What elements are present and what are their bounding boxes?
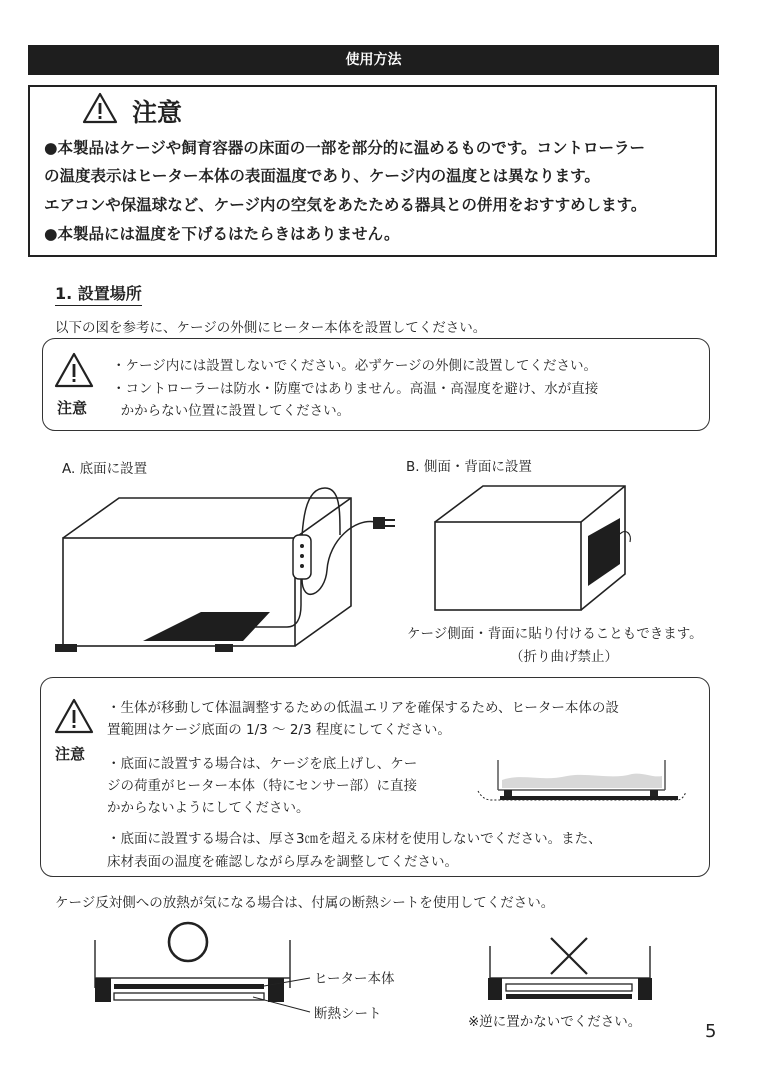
heater-pad	[506, 994, 632, 999]
note2-line-3: ・底面に設置する場合は、ケージを底上げし、ケー	[107, 756, 418, 772]
section-title: 1. 設置場所	[55, 281, 142, 306]
note2-line-5: かからないようにしてください。	[107, 800, 310, 816]
correct-mark-icon	[169, 923, 207, 961]
caution-line-4: ●本製品には温度を下げるはたらきはありません。	[44, 225, 400, 243]
diagram-b-caption-1: ケージ側面・背面に貼り付けることもできます。	[407, 626, 703, 642]
caution-line-1: ●本製品はケージや飼育容器の床面の一部を部分的に温めるものです。コントローラー	[44, 139, 645, 157]
warning-icon	[54, 698, 94, 734]
diagram-b-caption-2: （折り曲げ禁止）	[510, 649, 618, 665]
diagram-a-label: A. 底面に設置	[62, 461, 148, 477]
diagram-b-label: B. 側面・背面に設置	[406, 459, 532, 475]
heater-pad	[114, 984, 264, 989]
page-number: 5	[705, 1021, 717, 1042]
label-heater: ヒーター本体	[314, 971, 395, 987]
note2-line-1: ・生体が移動して体温調整するための低温エリアを確保するため、ヒーター本体の設	[107, 700, 619, 716]
note-label-1: 注意	[57, 399, 88, 417]
section-header: 使用方法	[28, 45, 719, 75]
note1-line-2: ・コントローラーは防水・防塵ではありません。高温・高湿度を避け、水が直接	[112, 381, 599, 397]
diagram-a-bottom-placement	[55, 480, 415, 660]
label-sheet: 断熱シート	[314, 1006, 382, 1022]
insulation-sheet	[506, 984, 632, 991]
caution-line-3: エアコンや保温球など、ケージ内の空気をあたためる器具との併用をおすすめします。	[44, 196, 647, 214]
note2-line-7: 床材表面の温度を確認しながら厚みを調整してください。	[107, 854, 458, 870]
insulation-sheet	[114, 993, 264, 1000]
diagram-b-side-placement	[430, 478, 640, 618]
note2-line-4: ジの荷重がヒーター本体（特にセンサー部）に直接	[107, 778, 417, 794]
wrong-placement-diagram	[484, 932, 659, 1004]
caution-line-2: の温度表示はヒーター本体の表面温度であり、ケージ内の温度とは異なります。	[44, 167, 600, 185]
note2-line-2: 置範囲はケージ底面の 1/3 ～ 2/3 程度にしてください。	[107, 722, 451, 738]
raised-cage-diagram	[472, 758, 687, 806]
intro-text: 以下の図を参考に、ケージの外側にヒーター本体を設置してください。	[55, 320, 487, 336]
plug-icon	[373, 517, 385, 529]
caution-title: 注意	[132, 98, 183, 127]
correct-placement-diagram	[88, 920, 298, 1010]
wrong-note: ※逆に置かないでください。	[468, 1014, 642, 1030]
note2-line-6: ・底面に設置する場合は、厚さ3㎝を超える床材を使用しないでください。また、	[107, 831, 602, 847]
note-label-2: 注意	[55, 745, 86, 763]
insulation-text: ケージ反対側への放熱が気になる場合は、付属の断熱シートを使用してください。	[55, 895, 555, 911]
heater-pad	[500, 796, 678, 800]
note1-line-1: ・ケージ内には設置しないでください。必ずケージの外側に設置してください。	[112, 358, 598, 374]
heater-pad	[588, 518, 620, 586]
note1-line-3: かからない位置に設置してください。	[112, 403, 351, 419]
warning-icon	[54, 352, 94, 388]
heater-pad	[143, 612, 270, 641]
warning-icon	[82, 92, 118, 124]
